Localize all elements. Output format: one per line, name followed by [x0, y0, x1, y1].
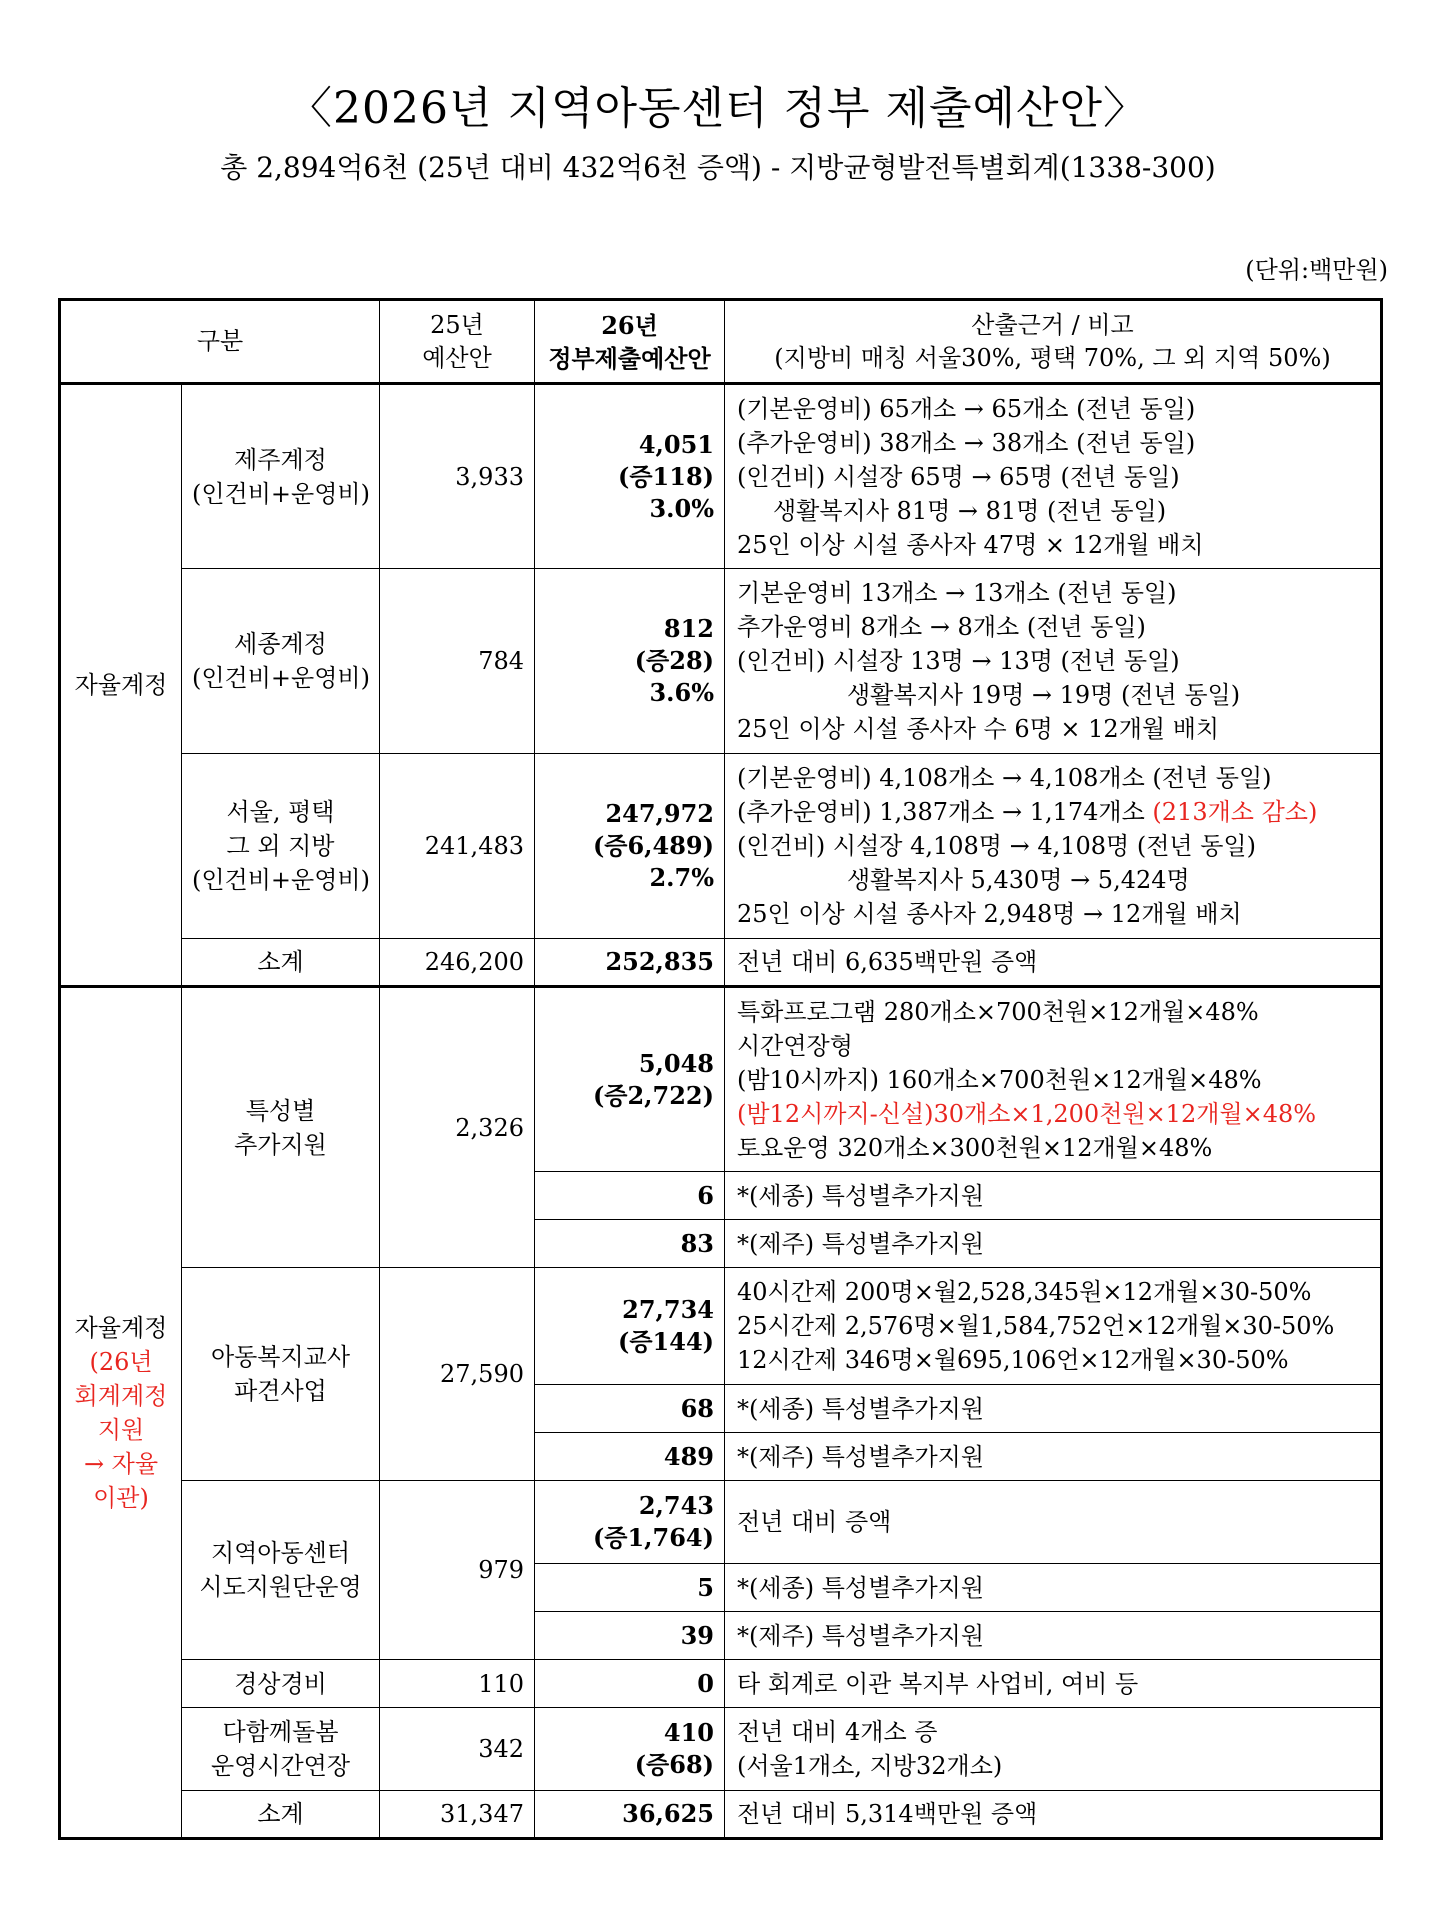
- header-category: 구분: [60, 300, 380, 384]
- table-row: [60, 754, 1382, 939]
- row-notes-sejong: 기본운영비 13개소 → 13개소 (전년 동일) 추가운영비 8개소 → 8개소 (전년 동일) (인건비) 시설장 13명 → 13명 (전년 동일) 생활복지사 19명 → 19명 (전년 동일) 25인 이상 시설 종사자 수 6명 × 12개월 배치: [725, 569, 1382, 754]
- subtotal-b25: 31,347: [380, 1791, 535, 1839]
- sub-b26: 5: [535, 1564, 725, 1612]
- row-b25-expense: 110: [380, 1660, 535, 1708]
- subtotal-row: [60, 1791, 1382, 1839]
- row-notes-special: 특화프로그램 280개소×700천원×12개월×48% 시간연장형 (밤10시까지) 160개소×700천원×12개월×48% (밤12시까지-신설)30개소×1,200천원×12개월×48% 토요운영 320개소×300천원×12개월×48%: [725, 987, 1382, 1172]
- table-row: [60, 1660, 1382, 1708]
- row-name-dahamke: 다함께돌봄 운영시간연장: [182, 1708, 380, 1791]
- row-name-expense: 경상경비: [182, 1660, 380, 1708]
- row-b25-dahamke: 342: [380, 1708, 535, 1791]
- row-b26-support: 2,743 (증1,764): [535, 1481, 725, 1564]
- sub-b26: 68: [535, 1385, 725, 1433]
- sub-b26: 489: [535, 1433, 725, 1481]
- subtotal-b26: 252,835: [535, 939, 725, 987]
- row-b25-special: 2,326: [380, 987, 535, 1268]
- header-budget-25: 25년 예산안: [380, 300, 535, 384]
- row-b25-seoul: 241,483: [380, 754, 535, 939]
- subtotal-b25: 246,200: [380, 939, 535, 987]
- subtotal-label: 소계: [182, 1791, 380, 1839]
- row-notes-jeju: (기본운영비) 65개소 → 65개소 (전년 동일) (추가운영비) 38개소 → 38개소 (전년 동일) (인건비) 시설장 65명 → 65명 (전년 동일) 생활복지사 81명 → 81명 (전년 동일) 25인 이상 시설 종사자 47명 × 12개월 배치: [725, 384, 1382, 569]
- budget-table: [58, 298, 1383, 1840]
- sub-note: *(제주) 특성별추가지원: [725, 1612, 1382, 1660]
- section2-label: 자율계정 (26년 회계계정 지원 → 자율 이관): [60, 987, 182, 1839]
- row-b25-support: 979: [380, 1481, 535, 1660]
- sub-b26: 6: [535, 1172, 725, 1220]
- table-row: [60, 1481, 1382, 1564]
- row-b26-teacher: 27,734 (증144): [535, 1268, 725, 1385]
- row-notes-dahamke: 전년 대비 4개소 증 (서울1개소, 지방32개소): [725, 1708, 1382, 1791]
- row-notes-teacher: 40시간제 200명×월2,528,345원×12개월×30-50% 25시간제 2,576명×월1,584,752언×12개월×30-50% 12시간제 346명×월695,106언×12개월×30-50%: [725, 1268, 1382, 1385]
- table-row: [60, 1268, 1382, 1385]
- table-row: [60, 987, 1382, 1172]
- row-name-teacher: 아동복지교사 파견사업: [182, 1268, 380, 1481]
- section1-label: 자율계정: [60, 384, 182, 987]
- row-b26-expense: 0: [535, 1660, 725, 1708]
- row-b26-jeju: 4,051 (증118) 3.0%: [535, 384, 725, 569]
- sub-note: *(제주) 특성별추가지원: [725, 1433, 1382, 1481]
- row-b25-sejong: 784: [380, 569, 535, 754]
- sub-b26: 83: [535, 1220, 725, 1268]
- row-notes-support: 전년 대비 증액: [725, 1481, 1382, 1564]
- table-header-row: [60, 300, 1382, 384]
- sub-note: *(세종) 특성별추가지원: [725, 1564, 1382, 1612]
- table-row: [60, 569, 1382, 754]
- sub-note: *(세종) 특성별추가지원: [725, 1172, 1382, 1220]
- subtotal-label: 소계: [182, 939, 380, 987]
- subtotal-note: 전년 대비 6,635백만원 증액: [725, 939, 1382, 987]
- row-name-sejong: 세종계정 (인건비+운영비): [182, 569, 380, 754]
- row-b25-teacher: 27,590: [380, 1268, 535, 1481]
- sub-note: *(세종) 특성별추가지원: [725, 1385, 1382, 1433]
- table-row: [60, 1708, 1382, 1791]
- row-name-support: 지역아동센터 시도지원단운영: [182, 1481, 380, 1660]
- row-b26-sejong: 812 (증28) 3.6%: [535, 569, 725, 754]
- subtotal-note: 전년 대비 5,314백만원 증액: [725, 1791, 1382, 1839]
- page-title: 〈2026년 지역아동센터 정부 제출예산안〉: [288, 83, 1148, 134]
- page-subtitle: 총 2,894억6천 (25년 대비 432억6천 증액) - 지방균형발전특별회계(1338-300): [220, 151, 1216, 184]
- sub-note: *(제주) 특성별추가지원: [725, 1220, 1382, 1268]
- row-b26-seoul: 247,972 (증6,489) 2.7%: [535, 754, 725, 939]
- row-b26-special: 5,048 (증2,722): [535, 987, 725, 1172]
- row-b25-jeju: 3,933: [380, 384, 535, 569]
- header-basis: 산출근거 / 비고 (지방비 매칭 서울30%, 평택 70%, 그 외 지역 50%): [725, 300, 1382, 384]
- unit-label: (단위:백만원): [1245, 256, 1388, 284]
- subtotal-b26: 36,625: [535, 1791, 725, 1839]
- sub-b26: 39: [535, 1612, 725, 1660]
- row-name-seoul: 서울, 평택 그 외 지방 (인건비+운영비): [182, 754, 380, 939]
- decrease-note: (213개소 감소): [1152, 798, 1318, 826]
- table-row: [60, 384, 1382, 569]
- row-notes-seoul: (기본운영비) 4,108개소 → 4,108개소 (전년 동일) (추가운영비) 1,387개소 → 1,174개소 (213개소 감소) (인건비) 시설장 4,108명 → 4,108명 (전년 동일) 생활복지사 5,430명 → 5,424명 25인 이상 시설 종사자 2,948명 → 12개월 배치: [725, 754, 1382, 939]
- subtotal-row: [60, 939, 1382, 987]
- row-name-special: 특성별 추가지원: [182, 987, 380, 1268]
- row-name-jeju: 제주계정 (인건비+운영비): [182, 384, 380, 569]
- header-budget-26: 26년 정부제출예산안: [535, 300, 725, 384]
- row-notes-expense: 타 회계로 이관 복지부 사업비, 여비 등: [725, 1660, 1382, 1708]
- row-b26-dahamke: 410 (증68): [535, 1708, 725, 1791]
